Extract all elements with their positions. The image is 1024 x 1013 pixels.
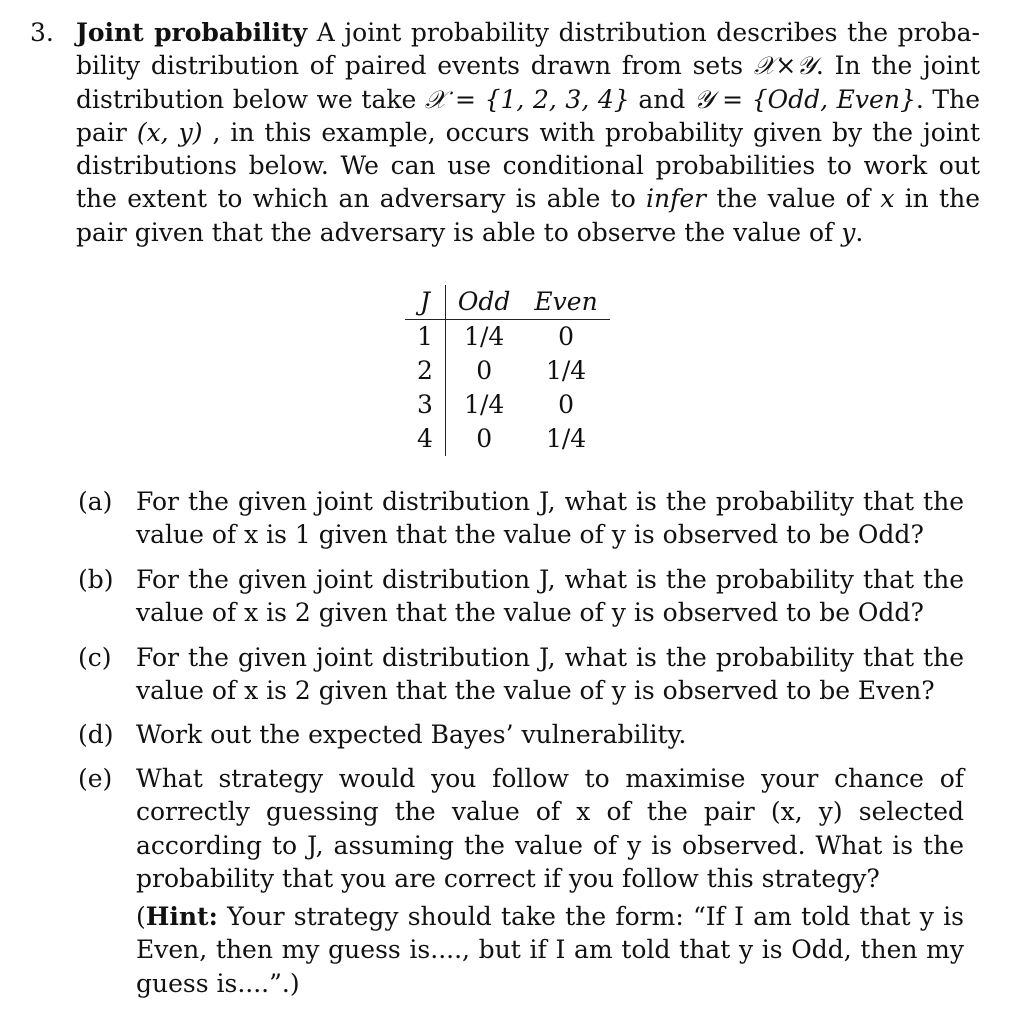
subquestion-label: (b)	[78, 565, 114, 594]
intro-math-x-set: 𝒳 = {1, 2, 3, 4}	[424, 84, 630, 114]
subquestion-text: Work out the expected Bayes’ vulnerability.	[136, 720, 687, 749]
row-label: 4	[405, 422, 445, 456]
table-cell: 0	[476, 356, 493, 385]
intro-text-7: in the pair given that the adversary is able to observe the value of	[76, 184, 980, 247]
problem-number: 3.	[30, 18, 54, 47]
table-row	[405, 354, 610, 388]
subquestion-text: For the given joint distribution J, what is the probability that the value of x is 2 given that the value of y is observed to be Odd?	[136, 565, 964, 628]
table-row	[405, 388, 610, 422]
subquestion-text: For the given joint distribution J, what is the probability that the value of x is 2 given that the value of y is observed to be Even?	[136, 643, 964, 706]
intro-math-y: y	[841, 217, 856, 247]
table-header-row	[405, 285, 610, 320]
intro-text-1: A joint probability distribution describes the proba-bility distribution of paired events drawn from sets	[76, 18, 981, 81]
table-cell: 0	[558, 390, 575, 419]
problem-intro	[76, 16, 980, 249]
hint-label: Hint:	[145, 902, 218, 931]
intro-math-pair: (x, y)	[136, 117, 203, 147]
joint-distribution-table	[405, 285, 610, 456]
intro-text-3: and	[629, 84, 694, 114]
subquestion-label: (c)	[78, 643, 112, 672]
subquestion-text: What strategy would you follow to maximise your chance of correctly guessing the value of x of the pair (x, y) selected according to J, assuming the value of y is observed. What is the probability that you are correct if you follow this strategy?	[136, 764, 964, 893]
subquestion-text: For the given joint distribution J, what is the probability that the value of x is 1 given that the value of y is observed to be Odd?	[136, 487, 964, 550]
row-label: 3	[405, 388, 445, 422]
table-cell: 0	[476, 424, 493, 453]
subquestion-label: (d)	[78, 720, 114, 749]
subquestion-label: (e)	[78, 764, 113, 793]
intro-math-x: x	[880, 184, 895, 214]
hint-body: Your strategy should take the form: “If I am told that y is Even, then my guess is...., but if I am told that y is Odd, then my guess is....”.	[136, 902, 964, 998]
intro-math-sets: 𝒳×𝒴	[753, 51, 816, 81]
column-header-even: Even	[522, 285, 609, 320]
table-cell: 1/4	[464, 322, 505, 351]
intro-math-y-set: 𝒴 = {Odd, Even}	[693, 84, 916, 114]
row-label: 1	[405, 320, 445, 355]
intro-text-4: . The pair	[76, 84, 980, 147]
row-label: 2	[405, 354, 445, 388]
table-cell: 1/4	[464, 390, 505, 419]
table-cell: 0	[558, 322, 575, 351]
table-row	[405, 422, 610, 456]
intro-text-8: .	[855, 217, 864, 247]
problem-title: Joint probability	[76, 18, 308, 47]
intro-text-2: . In the joint distribution below we take	[76, 51, 980, 114]
table-cell: 1/4	[545, 356, 587, 385]
column-header-odd: Odd	[445, 285, 522, 320]
intro-infer: infer	[646, 184, 707, 214]
hint-text: (Hint: Your strategy should take the form: “If I am told that y is Even, then my guess is...., but if I am told that y is Odd, then my guess is....”.)	[136, 902, 964, 998]
table-row	[405, 320, 610, 355]
table-cell: 1/4	[545, 424, 587, 453]
subquestion-label: (a)	[78, 487, 113, 516]
table-corner: J	[405, 285, 445, 320]
intro-text-6: the value of	[706, 184, 881, 214]
intro-text-5: , in this example, occurs with probability given by the joint distributions below. We can use conditional probabilities to work out the extent to which an adversary is able to	[76, 117, 980, 214]
